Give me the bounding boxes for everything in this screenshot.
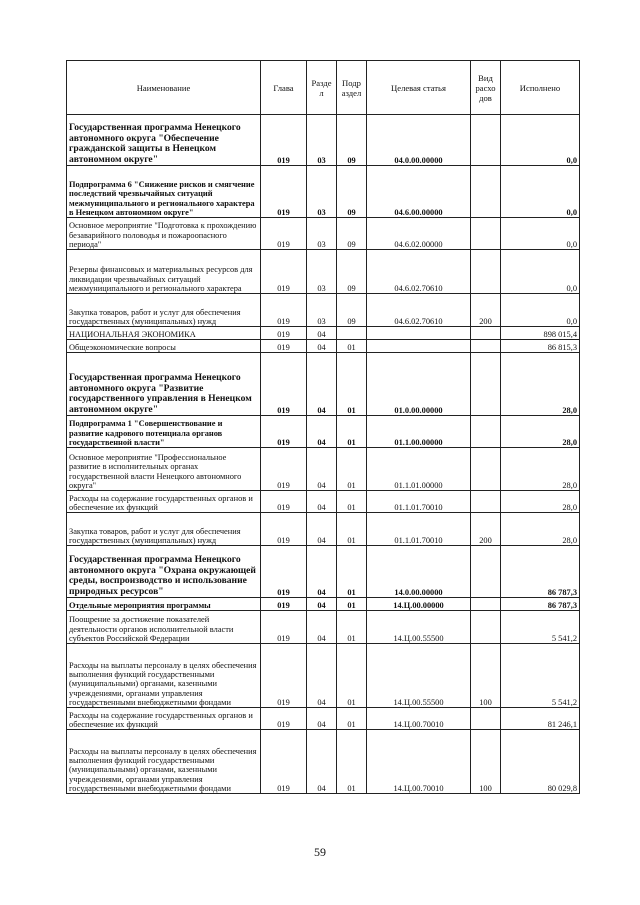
cell-target: 01.0.00.00000 — [367, 353, 471, 416]
cell-chapter: 019 — [261, 218, 307, 250]
budget-table — [66, 60, 580, 794]
cell-subsection: 01 — [337, 611, 367, 644]
cell-chapter: 019 — [261, 708, 307, 730]
table-row — [67, 611, 580, 644]
cell-subsection: 01 — [337, 546, 367, 598]
cell-subsection: 01 — [337, 448, 367, 491]
cell-value: 0,0 — [501, 250, 580, 294]
cell-chapter: 019 — [261, 115, 307, 166]
cell-value: 898 015,4 — [501, 327, 580, 340]
cell-value: 0,0 — [501, 218, 580, 250]
table-row — [67, 598, 580, 611]
cell-chapter: 019 — [261, 294, 307, 327]
cell-subsection: 01 — [337, 491, 367, 513]
cell-name: Расходы на содержание государственных органов и обеспечение их функций — [67, 491, 261, 513]
cell-name: Подпрограмма 6 "Снижение рисков и смягчение последствий чрезвычайных ситуаций межмуниципального и регионального характера в Ненецком автономном округе" — [67, 166, 261, 218]
cell-subsection: 09 — [337, 218, 367, 250]
cell-section: 03 — [307, 250, 337, 294]
cell-subsection: 01 — [337, 708, 367, 730]
page-number: 59 — [314, 845, 326, 859]
header-subsection: Подр аздел — [337, 61, 367, 115]
cell-name: Отдельные мероприятия программы — [67, 598, 261, 611]
cell-kind — [471, 166, 501, 218]
header-name: Наименование — [67, 61, 261, 115]
cell-subsection: 01 — [337, 513, 367, 546]
cell-kind — [471, 416, 501, 448]
table-body — [67, 115, 580, 794]
cell-value: 0,0 — [501, 294, 580, 327]
table-row — [67, 294, 580, 327]
cell-value: 80 029,8 — [501, 730, 580, 794]
cell-chapter: 019 — [261, 340, 307, 353]
cell-target: 14.Ц.00.70010 — [367, 708, 471, 730]
cell-section: 04 — [307, 708, 337, 730]
cell-section: 04 — [307, 611, 337, 644]
header-row — [67, 61, 580, 115]
cell-kind — [471, 353, 501, 416]
cell-name: Резервы финансовых и материальных ресурсов для ликвидации чрезвычайных ситуаций межмуниципального и регионального характера — [67, 250, 261, 294]
cell-subsection: 01 — [337, 598, 367, 611]
cell-name: Общеэкономические вопросы — [67, 340, 261, 353]
cell-value: 81 246,1 — [501, 708, 580, 730]
cell-subsection: 09 — [337, 294, 367, 327]
cell-subsection: 01 — [337, 353, 367, 416]
cell-value: 5 541,2 — [501, 644, 580, 708]
table-row — [67, 218, 580, 250]
table-row — [67, 546, 580, 598]
cell-chapter: 019 — [261, 598, 307, 611]
cell-section: 04 — [307, 416, 337, 448]
cell-kind — [471, 115, 501, 166]
cell-target: 04.6.02.70610 — [367, 294, 471, 327]
cell-value: 86 787,3 — [501, 598, 580, 611]
cell-target: 14.Ц.00.55500 — [367, 644, 471, 708]
table-row — [67, 340, 580, 353]
cell-target: 04.0.00.00000 — [367, 115, 471, 166]
cell-subsection: 09 — [337, 115, 367, 166]
cell-kind — [471, 546, 501, 598]
cell-section: 04 — [307, 327, 337, 340]
cell-subsection — [337, 327, 367, 340]
cell-kind — [471, 250, 501, 294]
cell-name: Государственная программа Ненецкого автономного округа "Охрана окружающей среды, воспроизводство и использование природных ресурсов" — [67, 546, 261, 598]
cell-target: 04.6.02.70610 — [367, 250, 471, 294]
cell-subsection: 01 — [337, 416, 367, 448]
header-section: Разде л — [307, 61, 337, 115]
cell-value: 28,0 — [501, 416, 580, 448]
table-row — [67, 250, 580, 294]
table-row — [67, 644, 580, 708]
cell-chapter: 019 — [261, 730, 307, 794]
cell-kind: 100 — [471, 730, 501, 794]
cell-section: 04 — [307, 448, 337, 491]
cell-target: 01.1.01.70010 — [367, 491, 471, 513]
table-row — [67, 166, 580, 218]
cell-chapter: 019 — [261, 611, 307, 644]
table-row — [67, 115, 580, 166]
table-row — [67, 448, 580, 491]
cell-name: Государственная программа Ненецкого автономного округа "Развитие государственного управления в Ненецком автономном округе" — [67, 353, 261, 416]
cell-section: 04 — [307, 353, 337, 416]
cell-target: 14.Ц.00.00000 — [367, 598, 471, 611]
cell-section: 04 — [307, 513, 337, 546]
cell-kind — [471, 598, 501, 611]
cell-chapter: 019 — [261, 448, 307, 491]
cell-value: 28,0 — [501, 491, 580, 513]
cell-chapter: 019 — [261, 166, 307, 218]
cell-name: Закупка товаров, работ и услуг для обеспечения государственных (муниципальных) нужд — [67, 513, 261, 546]
cell-section: 03 — [307, 115, 337, 166]
cell-subsection: 01 — [337, 340, 367, 353]
cell-subsection: 01 — [337, 644, 367, 708]
cell-name: Закупка товаров, работ и услуг для обеспечения государственных (муниципальных) нужд — [67, 294, 261, 327]
cell-target: 14.Ц.00.55500 — [367, 611, 471, 644]
header-executed: Исполнено — [501, 61, 580, 115]
cell-name: Основное мероприятие "Подготовка к прохождению безаварийного половодья и пожароопасного периода" — [67, 218, 261, 250]
cell-chapter: 019 — [261, 513, 307, 546]
cell-target: 01.1.01.70010 — [367, 513, 471, 546]
cell-section: 04 — [307, 340, 337, 353]
cell-subsection: 09 — [337, 166, 367, 218]
cell-chapter: 019 — [261, 416, 307, 448]
cell-kind: 200 — [471, 513, 501, 546]
cell-name: Подпрограмма 1 "Совершенствование и развитие кадрового потенциала органов государственной власти" — [67, 416, 261, 448]
header-kind: Вид расхо дов — [471, 61, 501, 115]
cell-name: НАЦИОНАЛЬНАЯ ЭКОНОМИКА — [67, 327, 261, 340]
cell-value: 5 541,2 — [501, 611, 580, 644]
cell-kind — [471, 340, 501, 353]
cell-subsection: 09 — [337, 250, 367, 294]
cell-kind — [471, 491, 501, 513]
cell-target: 14.Ц.00.70010 — [367, 730, 471, 794]
cell-section: 04 — [307, 491, 337, 513]
cell-section: 03 — [307, 218, 337, 250]
cell-name: Расходы на выплаты персоналу в целях обеспечения выполнения функций государственными (муниципальными) органами, казенными учреждениями, органами управления государственными внебюджетными фондами — [67, 730, 261, 794]
cell-value: 28,0 — [501, 513, 580, 546]
cell-chapter: 019 — [261, 491, 307, 513]
cell-target: 14.0.00.00000 — [367, 546, 471, 598]
cell-section: 03 — [307, 294, 337, 327]
header-target: Целевая статья — [367, 61, 471, 115]
cell-chapter: 019 — [261, 353, 307, 416]
table-row — [67, 513, 580, 546]
cell-target — [367, 327, 471, 340]
cell-value: 86 815,3 — [501, 340, 580, 353]
cell-section: 04 — [307, 644, 337, 708]
cell-value: 86 787,3 — [501, 546, 580, 598]
table-row — [67, 416, 580, 448]
cell-chapter: 019 — [261, 327, 307, 340]
cell-name: Поощрение за достижение показателей деятельности органов исполнительной власти субъектов Российской Федерации — [67, 611, 261, 644]
table-row — [67, 708, 580, 730]
cell-target: 04.6.00.00000 — [367, 166, 471, 218]
cell-chapter: 019 — [261, 546, 307, 598]
cell-section: 04 — [307, 546, 337, 598]
cell-name: Основное мероприятие "Профессиональное развитие в исполнительных органах государственной власти Ненецкого автономного округа" — [67, 448, 261, 491]
cell-section: 04 — [307, 730, 337, 794]
cell-kind — [471, 611, 501, 644]
cell-name: Государственная программа Ненецкого автономного округа "Обеспечение гражданской защиты в Ненецком автономном округе" — [67, 115, 261, 166]
cell-value: 0,0 — [501, 115, 580, 166]
cell-value: 28,0 — [501, 353, 580, 416]
cell-target: 04.6.02.00000 — [367, 218, 471, 250]
cell-value: 28,0 — [501, 448, 580, 491]
header-chapter: Глава — [261, 61, 307, 115]
cell-target — [367, 340, 471, 353]
cell-kind — [471, 218, 501, 250]
cell-section: 03 — [307, 166, 337, 218]
cell-kind: 200 — [471, 294, 501, 327]
cell-target: 01.1.01.00000 — [367, 448, 471, 491]
table-row — [67, 353, 580, 416]
cell-value: 0,0 — [501, 166, 580, 218]
table-row — [67, 491, 580, 513]
table-row — [67, 730, 580, 794]
cell-name: Расходы на выплаты персоналу в целях обеспечения выполнения функций государственными (муниципальными) органами, казенными учреждениями, органами управления государственными внебюджетными фондами — [67, 644, 261, 708]
table-row — [67, 327, 580, 340]
cell-subsection: 01 — [337, 730, 367, 794]
cell-target: 01.1.00.00000 — [367, 416, 471, 448]
cell-section: 04 — [307, 598, 337, 611]
cell-chapter: 019 — [261, 644, 307, 708]
cell-kind — [471, 327, 501, 340]
cell-kind — [471, 708, 501, 730]
cell-kind: 100 — [471, 644, 501, 708]
cell-name: Расходы на содержание государственных органов и обеспечение их функций — [67, 708, 261, 730]
cell-kind — [471, 448, 501, 491]
cell-chapter: 019 — [261, 250, 307, 294]
